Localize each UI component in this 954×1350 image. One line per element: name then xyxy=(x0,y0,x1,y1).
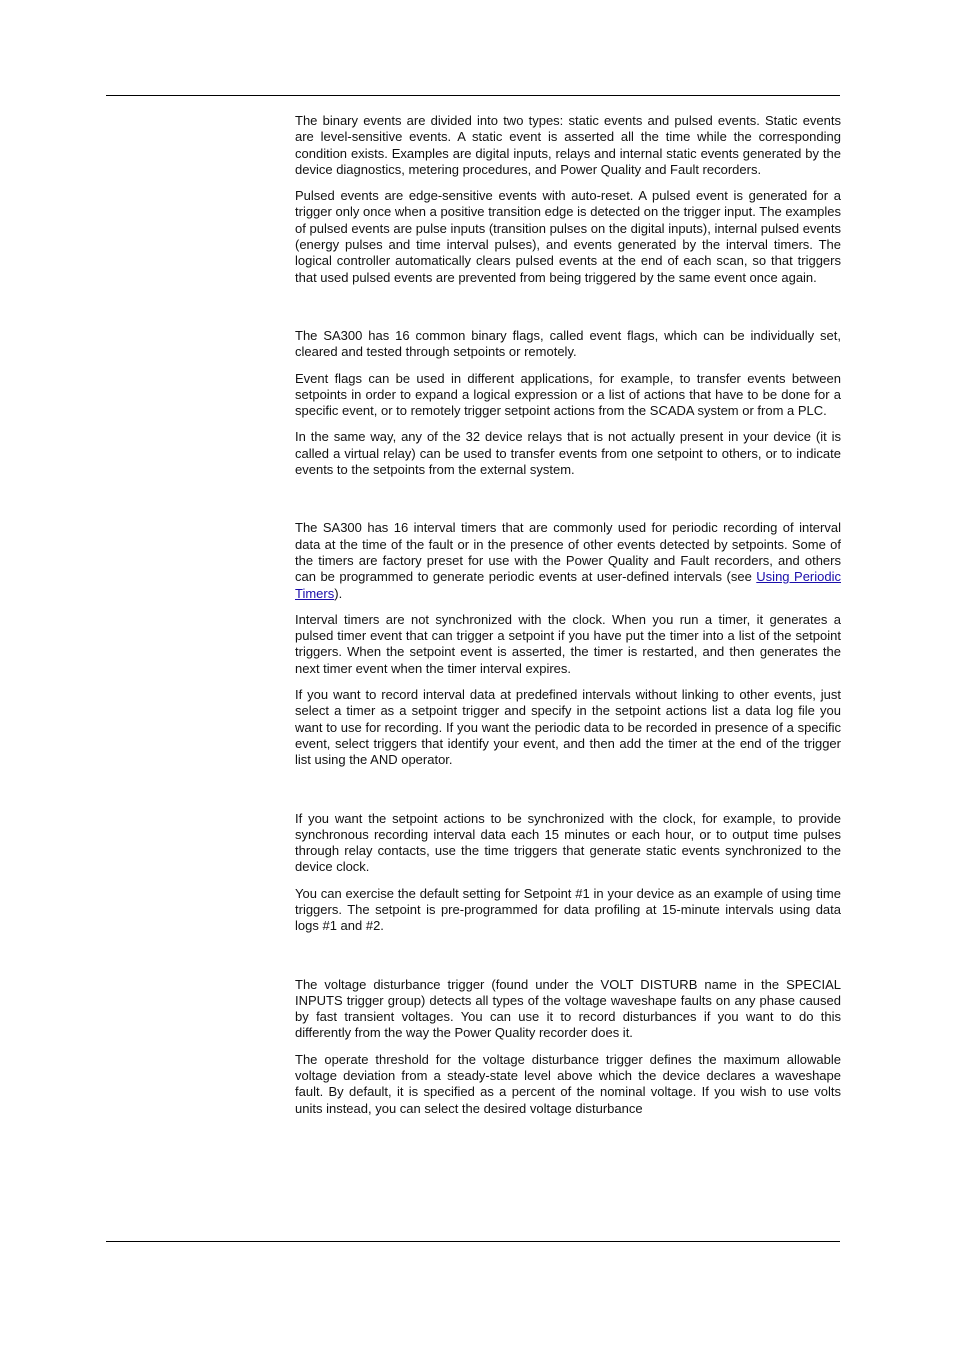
paragraph xyxy=(295,520,841,601)
section-gap xyxy=(295,945,841,977)
paragraph-text-end: ). xyxy=(334,585,343,601)
header-rule xyxy=(106,95,840,96)
section-gap xyxy=(295,779,841,811)
paragraph: The SA300 has 16 common binary flags, called event flags, which can be individually set, cleared and tested through setpoints or remotely. xyxy=(295,327,841,360)
footer-rule xyxy=(106,1241,840,1242)
paragraph: If you want the setpoint actions to be synchronized with the clock, for example, to provide synchronous recording interval data each 15 minutes or each hour, or to output time pulses through relay contacts, use the time triggers that generate static events synchronized to the device clock. xyxy=(295,810,841,875)
paragraph: The operate threshold for the voltage disturbance trigger defines the maximum allowable voltage deviation from a steady-state level above which the device declares a waveshape fault. By default, it is specified as a percent of the nominal voltage. If you wish to use volts units instead, you can select the desired voltage disturbance xyxy=(295,1051,841,1116)
paragraph: You can exercise the default setting for Setpoint #1 in your device as an example of using time triggers. The setpoint is pre-programmed for data profiling at 15-minute intervals using data logs #1 and #2. xyxy=(295,885,841,934)
paragraph: The binary events are divided into two types: static events and pulsed events. Static events are level-sensitive events. A static event is asserted all the time while the corresponding condition exists. Examples are digital inputs, relays and internal static events generated by the device diagnostics, metering procedures, and Power Quality and Fault recorders. xyxy=(295,113,841,177)
paragraph: In the same way, any of the 32 device relays that is not actually present in your device (it is called a virtual relay) can be used to transfer events from one setpoint to others, or to indicate events to the setpoints from the external system. xyxy=(295,429,841,478)
paragraph: The voltage disturbance trigger (found under the VOLT DISTURB name in the SPECIAL INPUTS trigger group) detects all types of the voltage waveshape faults on any phase caused by fast transient voltages. You can use it to record disturbances if you want to do this differently from the way the Power Quality recorder does it. xyxy=(295,976,841,1041)
section-gap xyxy=(295,296,841,328)
document-body xyxy=(295,113,841,1127)
paragraph-text: The SA300 has 16 interval timers that are commonly used for periodic recording of interval data at the time of the fault or in the presence of other events detected by setpoints. Some of the timers are factory preset for use with the Power Quality and Fault recorders, and others can be programmed to generate periodic events at user-defined intervals (see xyxy=(295,520,841,585)
paragraph: Event flags can be used in different applications, for example, to transfer events between setpoints in order to expand a logical expression or a list of actions that have to be done for a specific event, or to remotely trigger setpoint actions from the SCADA system or from a PLC. xyxy=(295,370,841,419)
paragraph: If you want to record interval data at predefined intervals without linking to other events, just select a timer as a setpoint trigger and specify in the setpoint actions list a data log file you want to use for recording. If you want the periodic data to be recorded in presence of a specific event, select triggers that identify your event, and then add the timer at the end of the trigger list using the AND operator. xyxy=(295,687,841,768)
paragraph: Interval timers are not synchronized with the clock. When you run a timer, it generates a pulsed timer event that can trigger a setpoint if you have put the timer into a list of the setpoint triggers. When the setpoint event is asserted, the timer is restarted, and then generates the next timer event when the timer interval expires. xyxy=(295,611,841,676)
paragraph: Pulsed events are edge-sensitive events with auto-reset. A pulsed event is generated for a trigger only once when a positive transition edge is detected on the trigger input. The examples of pulsed events are pulse inputs (transition pulses on the digital inputs), internal pulsed events (energy pulses and time interval pulses), and events generated by the interval timers. The logical controller automatically clears pulsed events at the end of each scan, so that triggers that used pulsed events are prevented from being triggered by the same event once again. xyxy=(295,188,841,285)
section-gap xyxy=(295,488,841,520)
using-periodic-timers-link[interactable]: Using Periodic Timers xyxy=(295,569,841,601)
